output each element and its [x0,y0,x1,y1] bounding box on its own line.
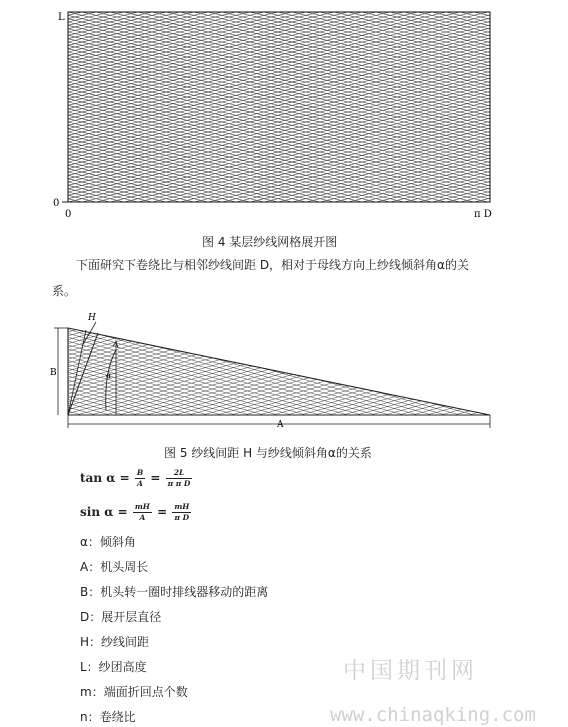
sin-fraction-1 [133,502,152,523]
sin-equals: = [157,505,168,519]
label-b: B [50,368,57,378]
sin-f2-denominator: π D [174,513,190,522]
tan-f2-numerator: 2L [166,468,193,479]
figure-4-grid-diagram [0,0,568,225]
watermark-url: www.chinaqking.com [330,704,536,726]
label-alpha: α [106,371,112,380]
sin-lhs: sin α = [80,505,128,519]
tan-f2-denominator: π π D [167,479,191,488]
body-paragraph-line-2: 系。 [52,284,77,298]
sin-f1-numerator: mH [134,502,150,511]
tan-f1-numerator: B [136,468,144,477]
sin-f2-numerator: mH [174,502,190,511]
sin-f1-denominator: A [139,513,146,522]
x-right-label: π D [474,209,492,220]
definition-a: A：机头周长 [80,560,149,574]
yarn-grid-lines [0,12,568,202]
y-bottom-label: 0 [53,198,60,209]
watermark-site-name: 中国期刊网 [343,658,478,684]
definition-b: B：机头转一圈时排线器移动的距离 [80,585,269,599]
figure-5-caption: 图 5 纱线间距 H 与纱线倾斜角α的关系 [164,446,372,460]
tan-lhs: tan α = [80,471,130,485]
triangle-outline [68,328,490,415]
definition-d: D：展开层直径 [80,610,162,624]
definition-m: m：端面折回点个数 [80,685,188,699]
y-top-label: L [58,12,65,23]
tan-fraction-1 [135,468,145,489]
tan-formula [80,468,193,489]
label-h: H [88,313,96,323]
label-a: A [277,420,284,430]
tan-equals: = [150,471,161,485]
body-paragraph-line-1: 下面研究下卷绕比与相邻纱线间距 D，相对于母线方向上纱线倾斜角α的关 [76,258,469,272]
definition-l: L：纱团高度 [80,660,147,674]
sin-formula [80,502,192,523]
tan-fraction-2 [166,468,193,489]
sin-fraction-2 [172,502,191,523]
definition-n: n：卷绕比 [80,710,136,724]
tan-f1-denominator: A [137,479,143,488]
x-left-label: 0 [65,209,72,220]
definition-alpha: α：倾斜角 [80,535,136,549]
figure-4-caption: 图 4 某层纱线网格展开图 [202,235,338,249]
figure-5-triangle-diagram [0,300,568,442]
definition-h: H：纱线间距 [80,635,150,649]
